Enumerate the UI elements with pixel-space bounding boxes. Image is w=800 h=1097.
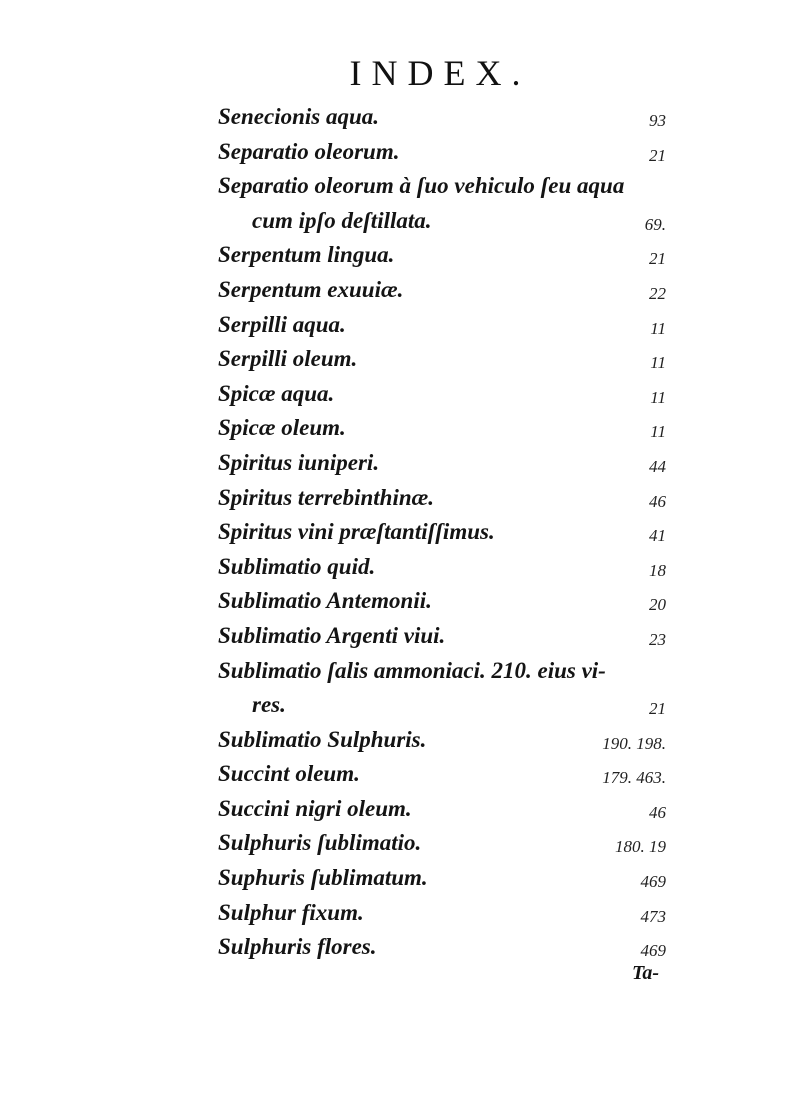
entry-page: 23 <box>649 629 666 649</box>
index-entry <box>218 515 666 550</box>
entry-page: 469 <box>640 872 666 892</box>
entry-term: Sublimatio Argenti viui. <box>218 622 446 648</box>
index-entry <box>218 826 666 861</box>
index-entry-continuation <box>218 688 666 723</box>
index-entry <box>218 584 666 619</box>
entry-page: 22 <box>649 283 666 303</box>
index-entry <box>218 446 666 481</box>
entry-page: 46 <box>649 802 666 822</box>
index-entry <box>218 342 666 377</box>
entry-term: Sublimatio ſalis ammoniaci. 210. eius vi- <box>218 657 606 683</box>
entry-page: 179. 463. <box>602 768 666 788</box>
entry-page: 190. 198. <box>602 733 666 753</box>
entry-term: Spiritus terrebinthinæ. <box>218 484 435 510</box>
entry-term: Spicæ aqua. <box>218 380 335 406</box>
entry-term: Serpentum exuuiæ. <box>218 276 404 302</box>
entry-page: 69. <box>644 214 666 234</box>
index-entry <box>218 100 666 135</box>
entry-page: 473 <box>640 906 666 926</box>
entry-page: 93 <box>649 111 666 130</box>
entry-term: Sulphuris ſublimatio. <box>218 830 422 856</box>
entry-term: Separatio oleorum à ſuo vehiculo ſeu aqua <box>218 173 625 199</box>
page-title: INDEX. <box>349 53 531 93</box>
index-entry <box>218 861 666 896</box>
entry-term: Serpilli oleum. <box>218 346 358 372</box>
entry-term: cum ipſo deſtillata. <box>252 207 432 233</box>
index-entry <box>218 550 666 585</box>
index-entry <box>218 723 666 758</box>
index-entry <box>218 135 666 170</box>
entry-term: Sublimatio quid. <box>218 553 376 579</box>
entry-term: Senecionis aqua. <box>218 104 380 129</box>
entry-page: 18 <box>649 560 666 580</box>
index-entry <box>218 238 666 273</box>
entry-page: 44 <box>649 456 666 476</box>
entry-term: Succini nigri oleum. <box>218 795 412 821</box>
entry-term: Spiritus vini præſtantiſſimus. <box>218 519 495 545</box>
entry-page: 11 <box>650 387 666 407</box>
entry-term: Serpentum lingua. <box>218 242 395 268</box>
index-entry-continuation <box>218 204 666 239</box>
entry-term: Sulphur fixum. <box>218 899 364 925</box>
entry-page: 21 <box>649 699 666 719</box>
index-entry <box>218 619 666 654</box>
catchword: Ta- <box>632 962 660 984</box>
entry-term: Succint oleum. <box>218 761 360 787</box>
entry-page: 11 <box>650 422 666 442</box>
entry-term: Spicæ oleum. <box>218 415 346 441</box>
index-entry <box>218 411 666 446</box>
entry-term: Sulphuris flores. <box>218 934 377 960</box>
index-entry <box>218 654 658 689</box>
index-entries <box>218 100 666 965</box>
index-entry <box>218 930 666 965</box>
index-entry <box>218 792 666 827</box>
entry-term: Separatio oleorum. <box>218 138 400 164</box>
index-entry <box>218 377 666 412</box>
entry-term: res. <box>252 692 286 718</box>
entry-page: 20 <box>649 595 666 615</box>
index-entry <box>218 273 666 308</box>
entry-term: Suphuris ſublimatum. <box>218 865 428 891</box>
index-entry <box>218 481 666 516</box>
index-entry <box>218 308 666 343</box>
entry-page: 21 <box>649 249 666 269</box>
index-entry <box>218 169 658 204</box>
entry-term: Spiritus iuniperi. <box>218 449 380 475</box>
entry-page: 469 <box>640 941 666 961</box>
entry-term: Sublimatio Sulphuris. <box>218 726 427 752</box>
entry-page: 180. 19 <box>615 837 666 857</box>
entry-page: 21 <box>649 145 666 165</box>
entry-page: 46 <box>649 491 666 511</box>
index-entry <box>218 757 666 792</box>
entry-page: 11 <box>650 353 666 373</box>
entry-page: 11 <box>650 318 666 338</box>
entry-term: Serpilli aqua. <box>218 311 346 337</box>
entry-term: Sublimatio Antemonii. <box>218 588 432 614</box>
entry-page: 41 <box>649 526 666 546</box>
index-entry <box>218 896 666 931</box>
